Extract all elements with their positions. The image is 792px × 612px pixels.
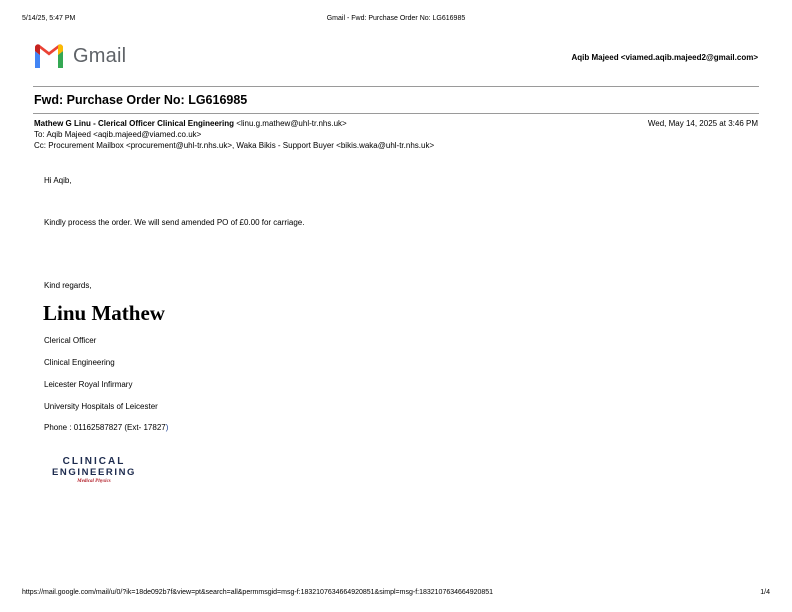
gmail-logo-text: Gmail bbox=[73, 44, 127, 67]
signature-name: Linu Mathew bbox=[43, 301, 165, 325]
account-email: Aqib Majeed <viamed.aqib.majeed2@gmail.com> bbox=[571, 53, 758, 62]
email-body: Kindly process the order. We will send amended PO of £0.00 for carriage. bbox=[44, 218, 305, 227]
logo-line-engineering: ENGINEERING bbox=[51, 467, 137, 478]
print-title: Gmail - Fwd: Purchase Order No: LG616985 bbox=[326, 15, 466, 22]
divider bbox=[33, 86, 759, 87]
email-cc: Cc: Procurement Mailbox <procurement@uhl-tr.nhs.uk>, Waka Bikis - Support Buyer <bikis.waka@uhl-tr.nhs.uk> bbox=[34, 141, 435, 150]
sender-email[interactable]: <linu.g.mathew@uhl-tr.nhs.uk> bbox=[236, 119, 347, 128]
print-date: 5/14/25, 5:47 PM bbox=[22, 15, 76, 22]
sender-name: Mathew G Linu - Clerical Officer Clinical Engineering bbox=[34, 119, 235, 128]
email-closing: Kind regards, bbox=[44, 281, 92, 290]
email-date: Wed, May 14, 2025 at 3:46 PM bbox=[647, 119, 758, 128]
signature-phone-number: Phone : 01162587827 (Ext- 17827 bbox=[44, 423, 166, 432]
signature-role: Clerical Officer bbox=[44, 336, 97, 345]
logo-line-clinical: CLINICAL bbox=[62, 456, 126, 467]
signature-department: Clinical Engineering bbox=[44, 358, 115, 367]
print-footer-url: https://mail.google.com/mail/u/0/?ik=18de092b7f&view=pt&search=all&permmsgid=msg-f:1832107634664920851&simpl=msg-f:1832107634664920851 bbox=[22, 589, 494, 596]
gmail-logo[interactable] bbox=[33, 44, 126, 68]
divider bbox=[33, 113, 759, 114]
email-greeting: Hi Aqib, bbox=[44, 176, 72, 185]
signature-phone bbox=[44, 423, 168, 433]
signature-phone-close: ) bbox=[165, 423, 169, 432]
email-subject: Fwd: Purchase Order No: LG616985 bbox=[34, 93, 248, 107]
signature-site: Leicester Royal Infirmary bbox=[44, 380, 133, 389]
email-from bbox=[34, 119, 347, 129]
email-to: To: Aqib Majeed <aqib.majeed@viamed.co.uk> bbox=[34, 130, 202, 139]
signature-org: University Hospitals of Leicester bbox=[44, 402, 158, 411]
print-footer-page: 1/4 bbox=[760, 589, 770, 596]
clinical-engineering-logo bbox=[44, 456, 144, 484]
gmail-m-icon bbox=[33, 44, 65, 68]
logo-line-medical-physics: Medical Physics bbox=[77, 479, 111, 484]
